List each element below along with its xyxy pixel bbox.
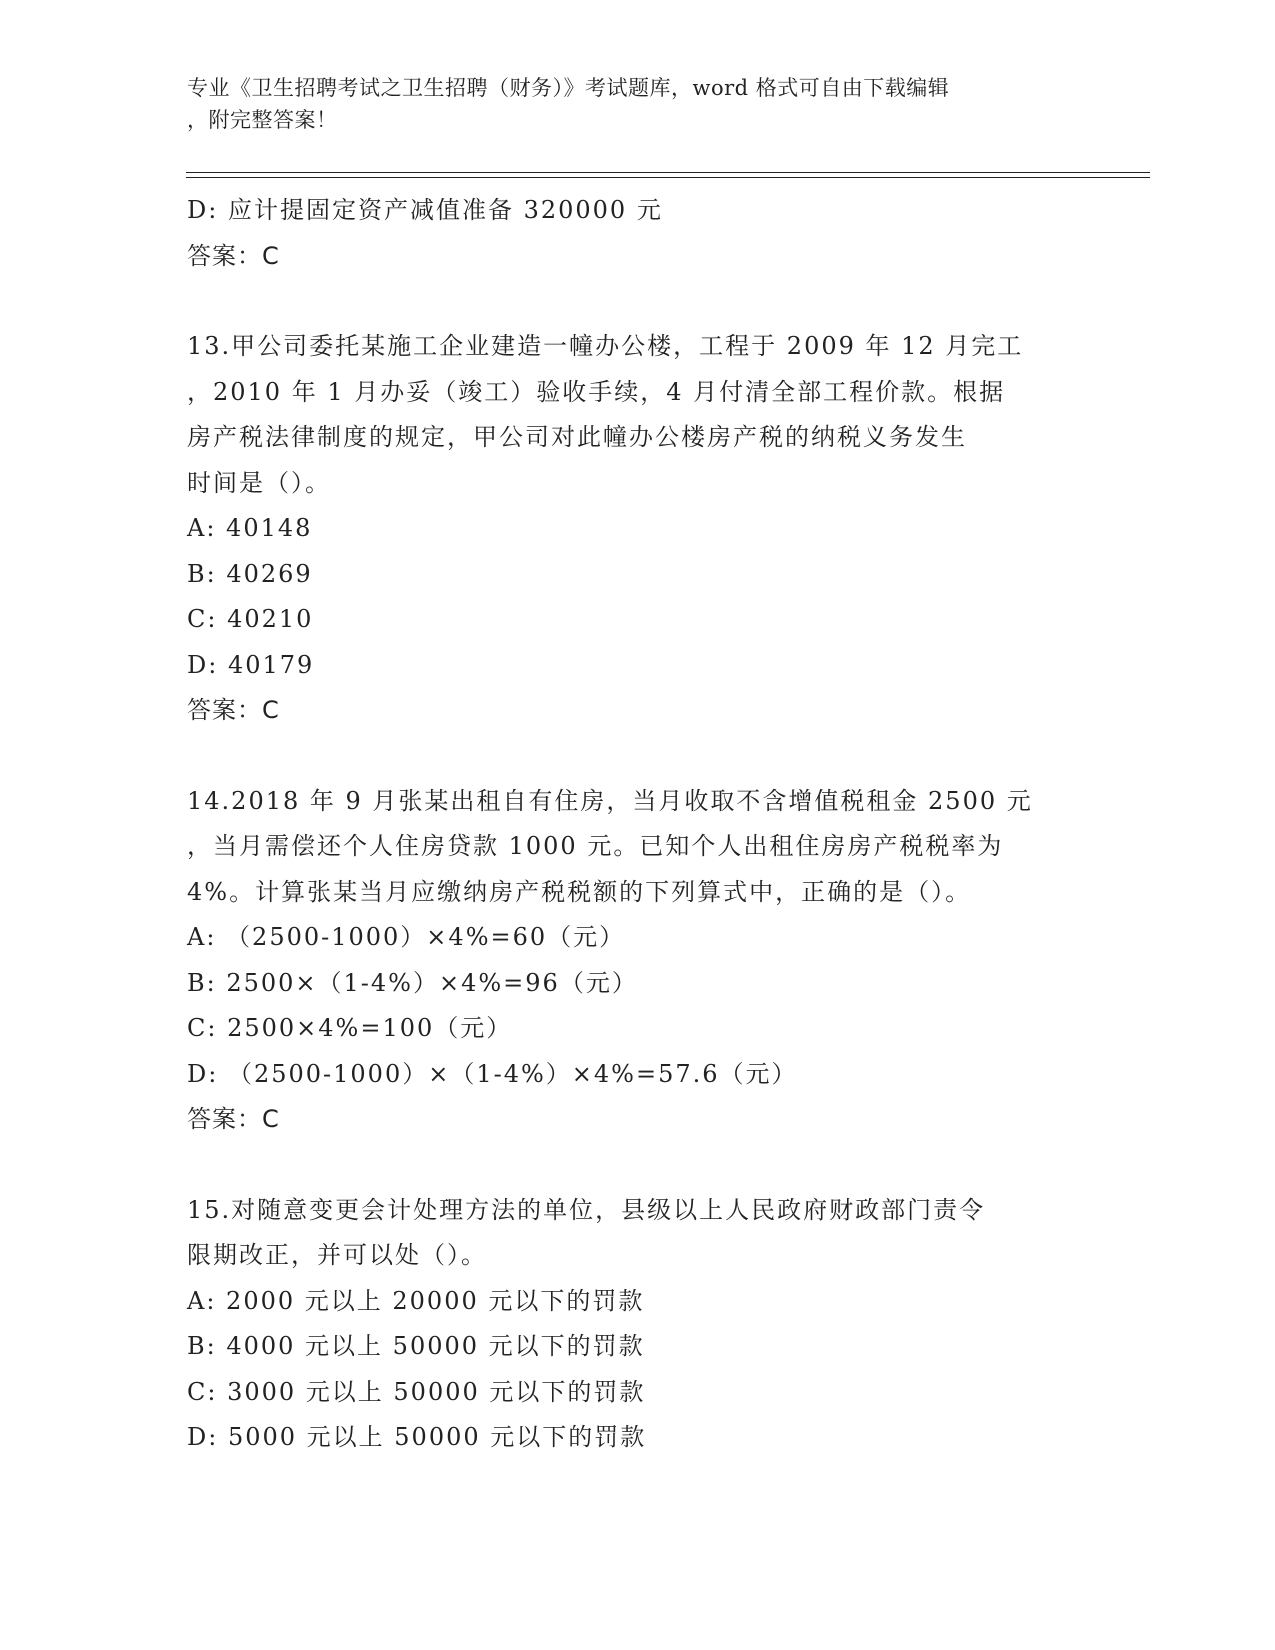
option-d: D: 40179: [187, 650, 315, 679]
spacer: [187, 279, 1087, 324]
option-c: C: 40210: [187, 605, 314, 633]
question-stem-line: 房产税法律制度的规定，甲公司对此幢办公楼房产税的纳税义务发生: [187, 423, 967, 451]
option-d: D: 应计提固定资产减值准备 320000 元: [187, 196, 663, 224]
question-14: [187, 779, 1087, 1143]
option-a: A: 2000 元以上 20000 元以下的罚款: [187, 1286, 645, 1315]
answer: 答案：C: [187, 241, 280, 270]
document-body: [187, 188, 1087, 1461]
option-c: C: 3000 元以上 50000 元以下的罚款: [187, 1377, 646, 1406]
question-12-tail: [187, 188, 1087, 279]
header-line-2: ，附完整答案！: [187, 108, 338, 132]
answer: 答案：C: [187, 696, 280, 724]
question-stem-line: ，当月需偿还个人住房贷款 1000 元。已知个人出租住房房产税税率为: [187, 832, 1004, 860]
spacer: [187, 1143, 1087, 1188]
header-divider-top: [186, 172, 1150, 173]
question-stem-line: 4%。计算张某当月应缴纳房产税税额的下列算式中，正确的是（）。: [187, 877, 972, 906]
option-c: C: 2500×4%=100（元）: [187, 1014, 513, 1042]
question-stem-line: 13.甲公司委托某施工企业建造一幢办公楼，工程于 2009 年 12 月完工: [187, 332, 1024, 360]
question-13: [187, 324, 1087, 734]
option-a: A: （2500-1000）×4%=60（元）: [187, 923, 626, 951]
question-stem-line: 时间是（）。: [187, 468, 331, 497]
option-d: D: （2500-1000）×（1-4%）×4%=57.6（元）: [187, 1059, 798, 1088]
page-header: [187, 72, 1087, 136]
question-stem-line: 限期改正，并可以处（）。: [187, 1241, 487, 1269]
header-divider-bottom: [186, 177, 1150, 178]
option-b: B: 4000 元以上 50000 元以下的罚款: [187, 1332, 645, 1360]
question-stem-line: ，2010 年 1 月办妥（竣工）验收手续，4 月付清全部工程价款。根据: [187, 377, 1006, 406]
question-15: [187, 1188, 1087, 1461]
option-d: D: 5000 元以上 50000 元以下的罚款: [187, 1423, 647, 1451]
option-b: B: 2500×（1-4%）×4%=96（元）: [187, 968, 638, 997]
option-a: A: 40148: [187, 514, 313, 542]
answer: 答案：C: [187, 1105, 280, 1133]
question-stem-line: 15.对随意变更会计处理方法的单位，县级以上人民政府财政部门责令: [187, 1195, 986, 1224]
option-b: B: 40269: [187, 559, 313, 588]
question-stem-line: 14.2018 年 9 月张某出租自有住房，当月收取不含增值税租金 2500 元: [187, 786, 1033, 815]
spacer: [187, 734, 1087, 779]
header-line-1: 专业《卫生招聘考试之卫生招聘（财务）》考试题库，word 格式可自由下载编辑: [187, 76, 950, 100]
